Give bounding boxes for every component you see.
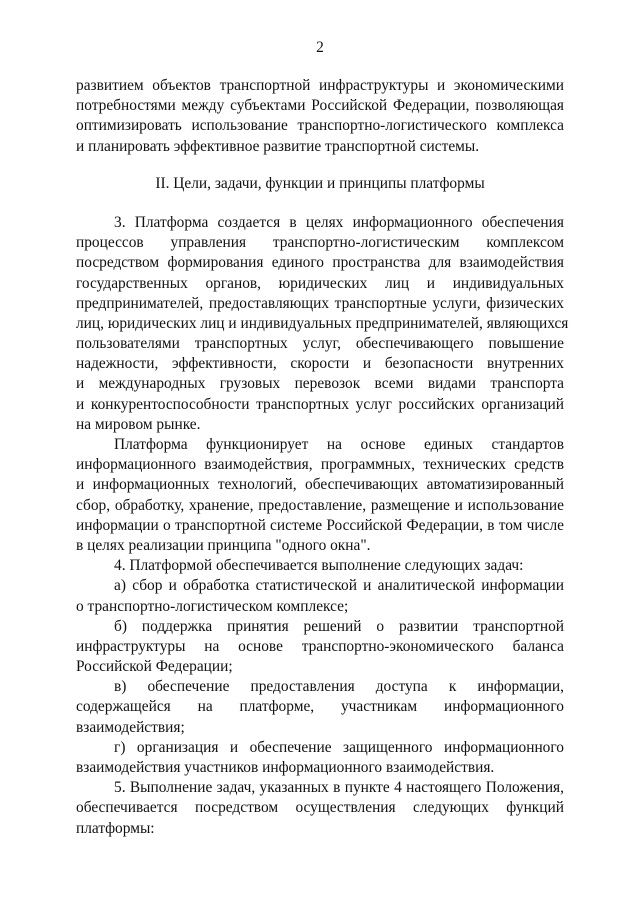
page-number: 2 [316, 39, 324, 56]
paragraph-line: 4. Платформой обеспечивается выполнение следующих задач: [114, 557, 524, 575]
intro-paragraph [76, 76, 564, 157]
paragraph-line: пользователями транспортных услуг, обеспечивающего повышение [76, 335, 564, 353]
paragraph-line: взаимодействия; [76, 718, 185, 736]
paragraph-line: в) обеспечение предоставления доступа к информации, [114, 678, 564, 696]
paragraph-4 [76, 556, 564, 576]
paragraph-line: оптимизировать использование транспортно-логистического комплекса [76, 117, 564, 135]
paragraph-line: предпринимателей, предоставляющих транспортные услуги, физических [76, 294, 564, 312]
section-heading: II. Цели, задачи, функции и принципы платформы [155, 174, 485, 192]
paragraph-line: содержащейся на платформе, участникам информационного [76, 698, 564, 716]
paragraph-5 [76, 778, 564, 839]
paragraph-line: 5. Выполнение задач, указанных в пункте 4 настоящего Положения, [114, 779, 564, 797]
paragraph-line: и информационных технологий, обеспечивающих автоматизированный [76, 476, 564, 494]
paragraph-line: инфраструктуры на основе транспортно-экономического баланса [76, 637, 564, 655]
paragraph-line: обеспечивается посредством осуществления следующих функций [76, 799, 564, 817]
document-body [76, 76, 569, 839]
paragraph-platform-functions [76, 435, 564, 556]
paragraph-line: процессов управления транспортно-логистическим комплексом [76, 234, 564, 252]
paragraph-line: развитием объектов транспортной инфраструктуры и экономическими [76, 77, 564, 94]
paragraph-3 [76, 213, 569, 435]
paragraph-line: информационного взаимодействия, программных, технических средств [76, 456, 564, 474]
paragraph-line: надежности, эффективности, скорости и безопасности внутренних [76, 355, 564, 373]
paragraph-line: платформы: [76, 819, 155, 837]
paragraph-4v [76, 677, 564, 738]
paragraph-line: посредством формирования единого пространства для взаимодействия [76, 254, 564, 272]
paragraph-4b [76, 617, 564, 678]
paragraph-line: государственных органов, юридических лиц и индивидуальных [76, 274, 564, 292]
paragraph-line: Российской Федерации; [76, 658, 233, 676]
paragraph-line: и конкурентоспособности транспортных услуг российских организаций [76, 395, 564, 413]
paragraph-line: о транспортно-логистическом комплексе; [76, 597, 349, 615]
paragraph-line: а) сбор и обработка статистической и аналитической информации [114, 577, 564, 595]
paragraph-line: в целях реализации принципа "одного окна". [76, 536, 371, 554]
paragraph-4g [76, 738, 564, 778]
paragraph-line: взаимодействия участников информационного взаимодействия. [76, 759, 495, 777]
paragraph-line: б) поддержка принятия решений о развитии транспортной [114, 617, 564, 635]
paragraph-line: потребностями между субъектами Российской Федерации, позволяющая [76, 97, 564, 115]
paragraph-line: лиц, юридических лиц и индивидуальных предпринимателей, являющихся [76, 314, 569, 332]
paragraph-line: на мировом рынке. [76, 415, 201, 433]
paragraph-line: информации о транспортной системе Российской Федерации, в том числе [76, 516, 564, 534]
paragraph-4a [76, 576, 564, 616]
paragraph-line: 3. Платформа создается в целях информационного обеспечения [114, 213, 564, 231]
paragraph-line: Платформа функционирует на основе единых стандартов [114, 436, 564, 454]
paragraph-line: г) организация и обеспечение защищенного информационного [114, 738, 564, 756]
paragraph-line: и планировать эффективное развитие транспортной системы. [76, 137, 480, 155]
paragraph-line: сбор, обработку, хранение, предоставление, размещение и использование [76, 496, 564, 514]
paragraph-line: и международных грузовых перевозок всеми видами транспорта [76, 375, 564, 393]
